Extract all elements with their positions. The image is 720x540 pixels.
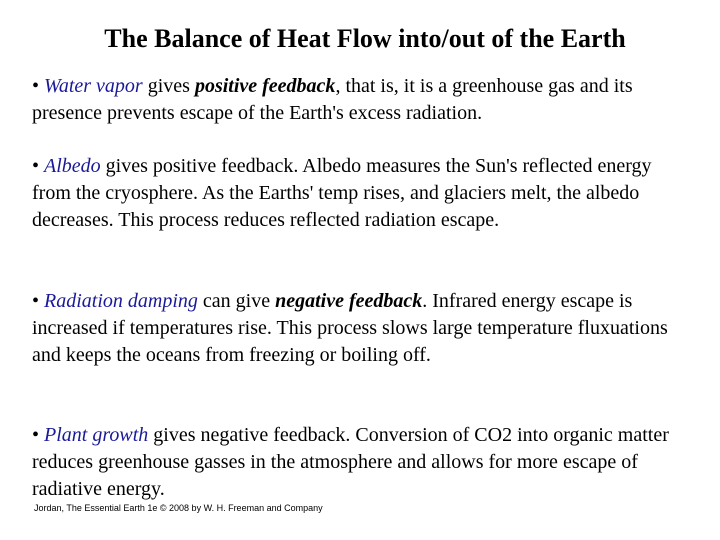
bullet-term: Water vapor [44,75,143,97]
bullet-radiation-damping [32,288,692,369]
bullet-text: gives [142,75,195,97]
bullet-marker: • [32,290,40,312]
bullet-emphasis: negative feedback [275,290,423,312]
bullet-albedo [32,153,692,234]
bullet-term: Plant growth [44,424,149,446]
bullet-text: gives positive feedback. Albedo measures the Sun's reflected energy from the cryosphere. As the Earths' temp rises, and glaciers melt, the albedo decreases. This process reduces reflected radiation escape. [32,155,652,231]
bullet-text: . Infrared energy escape is increased if temperatures rise. This process slows large temperature fluxuations and keeps the oceans from freezing or boiling off. [32,290,668,366]
bullet-water-vapor [32,73,692,127]
bullet-marker: • [32,424,40,446]
copyright-credit: Jordan, The Essential Earth 1e © 2008 by W. H. Freeman and Company [34,503,323,513]
bullet-text: gives negative feedback. Conversion of CO2 into organic matter reduces greenhouse gasses in the atmosphere and allows for more escape of radiative energy. [32,424,669,500]
slide-title: The Balance of Heat Flow into/out of the Earth [104,24,626,53]
bullet-emphasis: positive feedback [194,75,336,97]
bullet-text: , that is, it is a greenhouse gas and its presence prevents escape of the Earth's excess radiation. [32,75,633,124]
bullet-plant-growth [32,422,692,503]
bullet-term: Radiation damping [44,290,198,312]
bullet-marker: • [32,75,40,97]
bullet-term: Albedo [44,155,101,177]
bullet-text: can give [197,290,276,312]
bullet-marker: • [32,155,40,177]
